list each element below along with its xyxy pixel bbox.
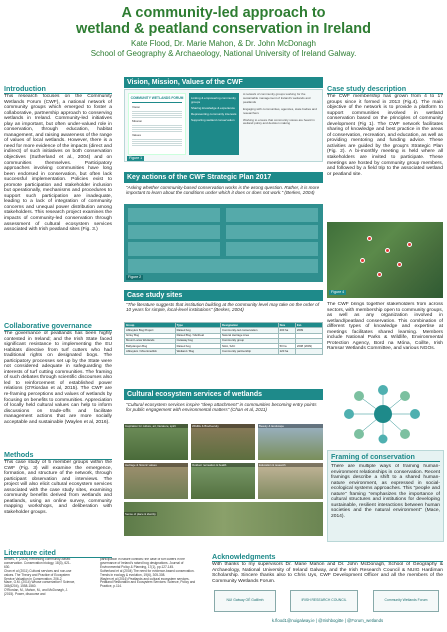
photo-tile <box>191 424 255 460</box>
table-cell: Abbeyleix / Mountmellick <box>125 349 176 354</box>
nui-galway-logo: NUI Galway OÉ Gaillimh <box>214 590 276 612</box>
vision-document <box>128 93 186 155</box>
table-row <box>125 349 323 354</box>
vision-panel-line: Supporting wetland conservation <box>191 118 235 122</box>
vision-right-line: Engaging with communities, agencies, state bodies and researchers <box>243 106 317 115</box>
column-header: Designation <box>221 323 279 328</box>
literature-item: Chan et al (2011) Cultural services and non-use values. The Theory and Practice of Ecosystem Service Valuation in Conservation, 206-2. <box>4 568 72 581</box>
literature-item: Berkes, F. (2004) Rethinking community-based conservation. Conservation biology, 18(3), 621-630. <box>4 558 71 569</box>
action-box <box>128 225 220 239</box>
methods-heading: Methods <box>4 450 112 460</box>
network-diagram-svg <box>335 384 431 444</box>
irish-research-council-logo: IRISH RESEARCH COUNCIL <box>290 590 358 612</box>
strategic-figure <box>124 204 323 282</box>
network-node <box>400 391 410 401</box>
photo-caption: Sense of place & identity <box>125 512 156 516</box>
action-box <box>128 208 220 222</box>
table-cell: Community-led conservation <box>221 328 279 333</box>
table-cell: NHA, SAC <box>221 344 279 349</box>
figure-2-label: Figure 2 <box>128 275 142 279</box>
photo-tile <box>124 463 188 499</box>
case-study-text: The CWF membership has grown from 4 to 17 groups since it formed in 2013 (Fig.4). The main objective of the network is to provide a platform to support communities involved in wetland conservation based on the principles of community development (Fig 1). The CWF network facilitates sharing of knowledge and best practice in the areas of conservation, recreation, and education, as well as providing mentoring and funding advice. These activities are guided by the group's Strategic Plan (Fig. 2). A bi-monthly meeting is held where all stakeholders are invited to participate. These meetings are hosted by community group members, and followed by a field trip to the associated wetland or peatland site. <box>327 94 443 177</box>
case-study-text2: The CWF brings together stakeholders from across sectors, with membership open to community groups, as well as any organization involved in wetland/peatland conservation. This combination of different types of knowledge and expertise at meetings facilitates shared learning. Members include National Parks & Wildlife, Environmental Protection Agency, Bord na Móna, Coillte, Irish Ramsar Wetlands Committee, and various NGOs. <box>327 302 443 352</box>
literature-item: participation in nature conflicts: the case of turf cutters in the governance of Ireland's raised bog designations. Journal of Environmental Policy & Planning, 17(1), pp.127-145. <box>100 558 185 569</box>
network-node <box>410 409 420 419</box>
network-diagram <box>335 384 431 444</box>
network-hub <box>374 405 392 423</box>
vision-right-line: A network of community groups working for the sustainable management of Ireland's wetlands and peatlands <box>243 92 311 104</box>
vision-panel-line: Representing community interests <box>191 112 237 116</box>
network-node <box>344 409 354 419</box>
table-cell: Mount Lucas Wetlands <box>125 338 176 343</box>
ecosystem-quote: "Cultural ecosystem services inspire "deep attachment" in communities becoming entry points for public engagement with environmental matters" (Chan et al, 2011) <box>126 402 317 413</box>
table-cell: Wetland / Bog <box>175 349 220 354</box>
vision-document-title: COMMUNITY WETLANDS FORUM <box>130 96 184 100</box>
figure-4-label: Figure 4 <box>331 290 345 294</box>
ecosystem-photo-grid <box>124 424 323 538</box>
map-pin-icon <box>367 236 372 241</box>
table-cell: Cutaway bog <box>175 338 220 343</box>
case-sites-table <box>124 322 323 386</box>
table-cell: 200 ha <box>278 328 295 333</box>
table-cell: 120 ha <box>278 349 295 354</box>
photo-caption: Heritage & historic values <box>124 463 188 467</box>
photo-caption: Inspiration for culture, art, literature, spirit <box>124 424 188 428</box>
table-cell: Girley Bog <box>125 333 176 338</box>
strategic-band: Key actions of the CWF Strategic Plan 2017 <box>124 172 323 183</box>
acknowledgments-heading: Acknowledgments <box>212 552 443 562</box>
governance-heading: Collaborative governance <box>4 321 112 331</box>
network-node <box>379 435 388 444</box>
case-study-heading: Case study description <box>327 84 443 94</box>
action-box <box>128 242 220 256</box>
literature-heading: Literature cited <box>4 548 112 558</box>
governance-text: The governance of peatlands has been highly contested in Ireland; and the Irish State faced significant resistance to implementing the EU Habitats directive from turf cutters who had traditional rights on designated bogs. The participatory processes set up by the State were not considered adequate in safeguarding the interests of turf cutting communities. The framing of such debates through scientific discourses also led to reinforcement of established power relations (O'Riordan et al, 2015). The CWF are re-framing perceptions and values of wetlands by focusing on benefits to communities. Appreciation of locally held cultural values can help to inform discussions on trade-offs and facilitate management actions that are more socially acceptable and sustainable (Waylen et al, 2016). <box>4 331 112 425</box>
acknowledgments-text: With thanks to my supervisors Dr. Marie Mahon and Dr. John McDonagh, School of Geography & Archaeology, National University of Ireland Galway, and the Irish Research Council & NUIG Hardiman Scholarship. Sincere thanks also to Chris Uys, CWF Development Officer and all the members of the Community Wetlands Forum. <box>212 562 443 584</box>
literature-item: Waylen et al (2016) Peatlands and cultural ecosystem services. Peatland Restoration and Ecosystem Services: Science, Policy and Practice, p.114. <box>100 576 196 589</box>
introduction-heading: Introduction <box>4 84 112 94</box>
map-pin-icon <box>397 262 402 267</box>
literature-item: O'Riordan, M., Mahon, M., and McDonagh, J. (2015). Power, discourse and <box>4 588 69 597</box>
case-sites-quote: "The literature suggests that institution building at the community level may take on the order of 10 years for simple, local-level institutions" (Berkes, 2004) <box>126 302 320 313</box>
map-pin-icon <box>385 248 390 253</box>
map-pin-icon <box>377 272 382 277</box>
contact-info: k.flood1@nuigalway.ie | @Irishbogitte | @Forum_wetlands <box>271 618 384 623</box>
framing-text: There are multiple ways of framing human-environment relationships in conservation. Recent framings describe a shift to a shared human-nature environment, as expressed in social-ecological systems approaches. This "people and nature" framing "emphasizes the importance of cultural structures and institutions for developing sustainable, resilient interactions between human societies and the natural environment" (Mace, 2014). <box>331 464 440 519</box>
action-box <box>128 259 318 273</box>
table-cell: Community partnership <box>221 349 279 354</box>
sites-table <box>124 322 323 355</box>
literature-col2 <box>100 558 200 630</box>
action-box <box>226 242 318 256</box>
literature-item: Mace, G.M. (2014) Whose conservation? Science, 345(6204), 1558-1560. <box>4 580 76 589</box>
table-cell: Natural Heritage Area <box>221 333 279 338</box>
photo-tile <box>124 424 188 460</box>
action-box <box>226 225 318 239</box>
vision-panel-line: Linking & empowering community groups <box>191 96 236 104</box>
table-cell: 2009 <box>295 328 322 333</box>
table-cell <box>295 349 322 354</box>
photo-tile <box>191 463 255 499</box>
literature-item: Sutherland et al (2004) The need for evidence-based conservation. Trends in ecology & evolution, 19(6), 305-308. <box>100 568 195 577</box>
vision-values-panel <box>189 93 239 155</box>
literature-col1 <box>4 558 76 630</box>
vision-figure <box>124 89 323 162</box>
table-cell: 50 ha <box>278 344 295 349</box>
vision-right-line: Working to ensure that community voices are heard in wetland policy and decision making <box>243 117 315 126</box>
vision-doc-line: Vision <box>132 105 141 109</box>
ecosystem-band: Cultural ecosystem services of wetlands <box>124 389 323 400</box>
photo-tile <box>258 424 323 460</box>
photo-tile <box>258 463 323 499</box>
framing-heading: Framing of conservation <box>331 452 440 462</box>
table-cell: Ballydangan Bog <box>125 344 176 349</box>
framing-panel <box>327 450 444 542</box>
network-node <box>400 429 410 439</box>
network-node <box>378 385 388 395</box>
vision-doc-line: Mission <box>132 119 143 123</box>
table-cell: Abbeyleix Bog Project <box>125 328 176 333</box>
photo-caption: Outdoor recreation & health <box>191 463 255 467</box>
case-sites-band: Case study sites <box>124 290 323 301</box>
photo-caption: Beauty & landscape <box>258 424 323 428</box>
figure-1-label: Figure 1 <box>129 156 143 160</box>
action-box <box>226 208 318 222</box>
photo-tile <box>124 502 323 536</box>
vision-panel-line: Sharing knowledge & experience <box>191 106 235 110</box>
network-map <box>327 222 443 298</box>
community-wetlands-forum-logo: Community Wetlands Forum <box>373 590 439 612</box>
table-cell: Raised Bog / Meitheal <box>175 333 220 338</box>
network-node <box>354 391 364 401</box>
network-node <box>354 429 364 439</box>
poster-title-line1: A community-led approach to <box>121 5 326 21</box>
affiliation: School of Geography & Archaeology, National University of Ireland Galway. <box>90 49 357 58</box>
strategic-quote: "Asking whether community-based conservation works is the wrong question. Rather, it is more important to learn about the conditions under which it does or does not work." (Berkes, 2004) <box>126 185 320 196</box>
methods-text: This case study of 5 member groups within the CWF (Fig. 3) will examine the emergence, formation, and structure of the network, through participant observation and interviews. The project will also elicit cultural ecosystem services associated with the case study sites, examining community benefits derived from wetlands and peatlands, using an online survey, community mapping workshops, and deliberation with stakeholder groups. <box>4 460 112 515</box>
vision-right-text <box>243 93 321 155</box>
map-pin-icon <box>407 242 412 247</box>
table-cell: Raised bog <box>175 344 220 349</box>
column-header: Group <box>125 323 176 328</box>
column-header: Size <box>278 323 295 328</box>
table-cell: Community group <box>221 338 279 343</box>
vision-band: Vision, Mission, Values of the CWF <box>124 77 323 88</box>
authors: Kate Flood, Dr. Marie Mahon, & Dr. John McDonagh <box>131 39 316 48</box>
table-cell: 2008 (2009) <box>295 344 322 349</box>
vision-doc-line: Values <box>132 133 141 137</box>
introduction-text: This research focuses on the Community Wetlands Forum (CWF), a national network of community groups which emerged to foster a collaborative, partnership approach to conserving wetlands in Ireland. Community-led initiatives play an important, but often under-valued role in conservation, through education, habitat management, and raising awareness of the range of values of local wetlands. However, there is a need for more evidence of the impacts (direct and indirect) of such initiatives on both conservation objectives (Sutherland et al., 2004) and on communities themselves. Participatory approaches involving communities have long been endorsed in conservation, but often lack successful implementation. Policies exist to promote participation and stakeholder inclusion but operationally, mechanisms and procedures to support such participation are inadequate, leading to a lack of integration of community concerns and unequal power distribution among stakeholders. This research project examines the impacts of community-led conservation through assessment of cultural ecosystem services associated with Irish peatland sites (Fig. 3.) <box>4 94 112 233</box>
photo-caption: Wildlife & Biodiversity <box>191 424 255 428</box>
column-header: Est. <box>295 323 322 328</box>
column-header: Type <box>175 323 220 328</box>
map-pin-icon <box>360 258 365 263</box>
photo-caption: Education & research <box>258 463 323 467</box>
poster-title-line2: wetland & peatland conservation in Ireland <box>76 21 371 37</box>
table-cell: Raised bog <box>175 328 220 333</box>
